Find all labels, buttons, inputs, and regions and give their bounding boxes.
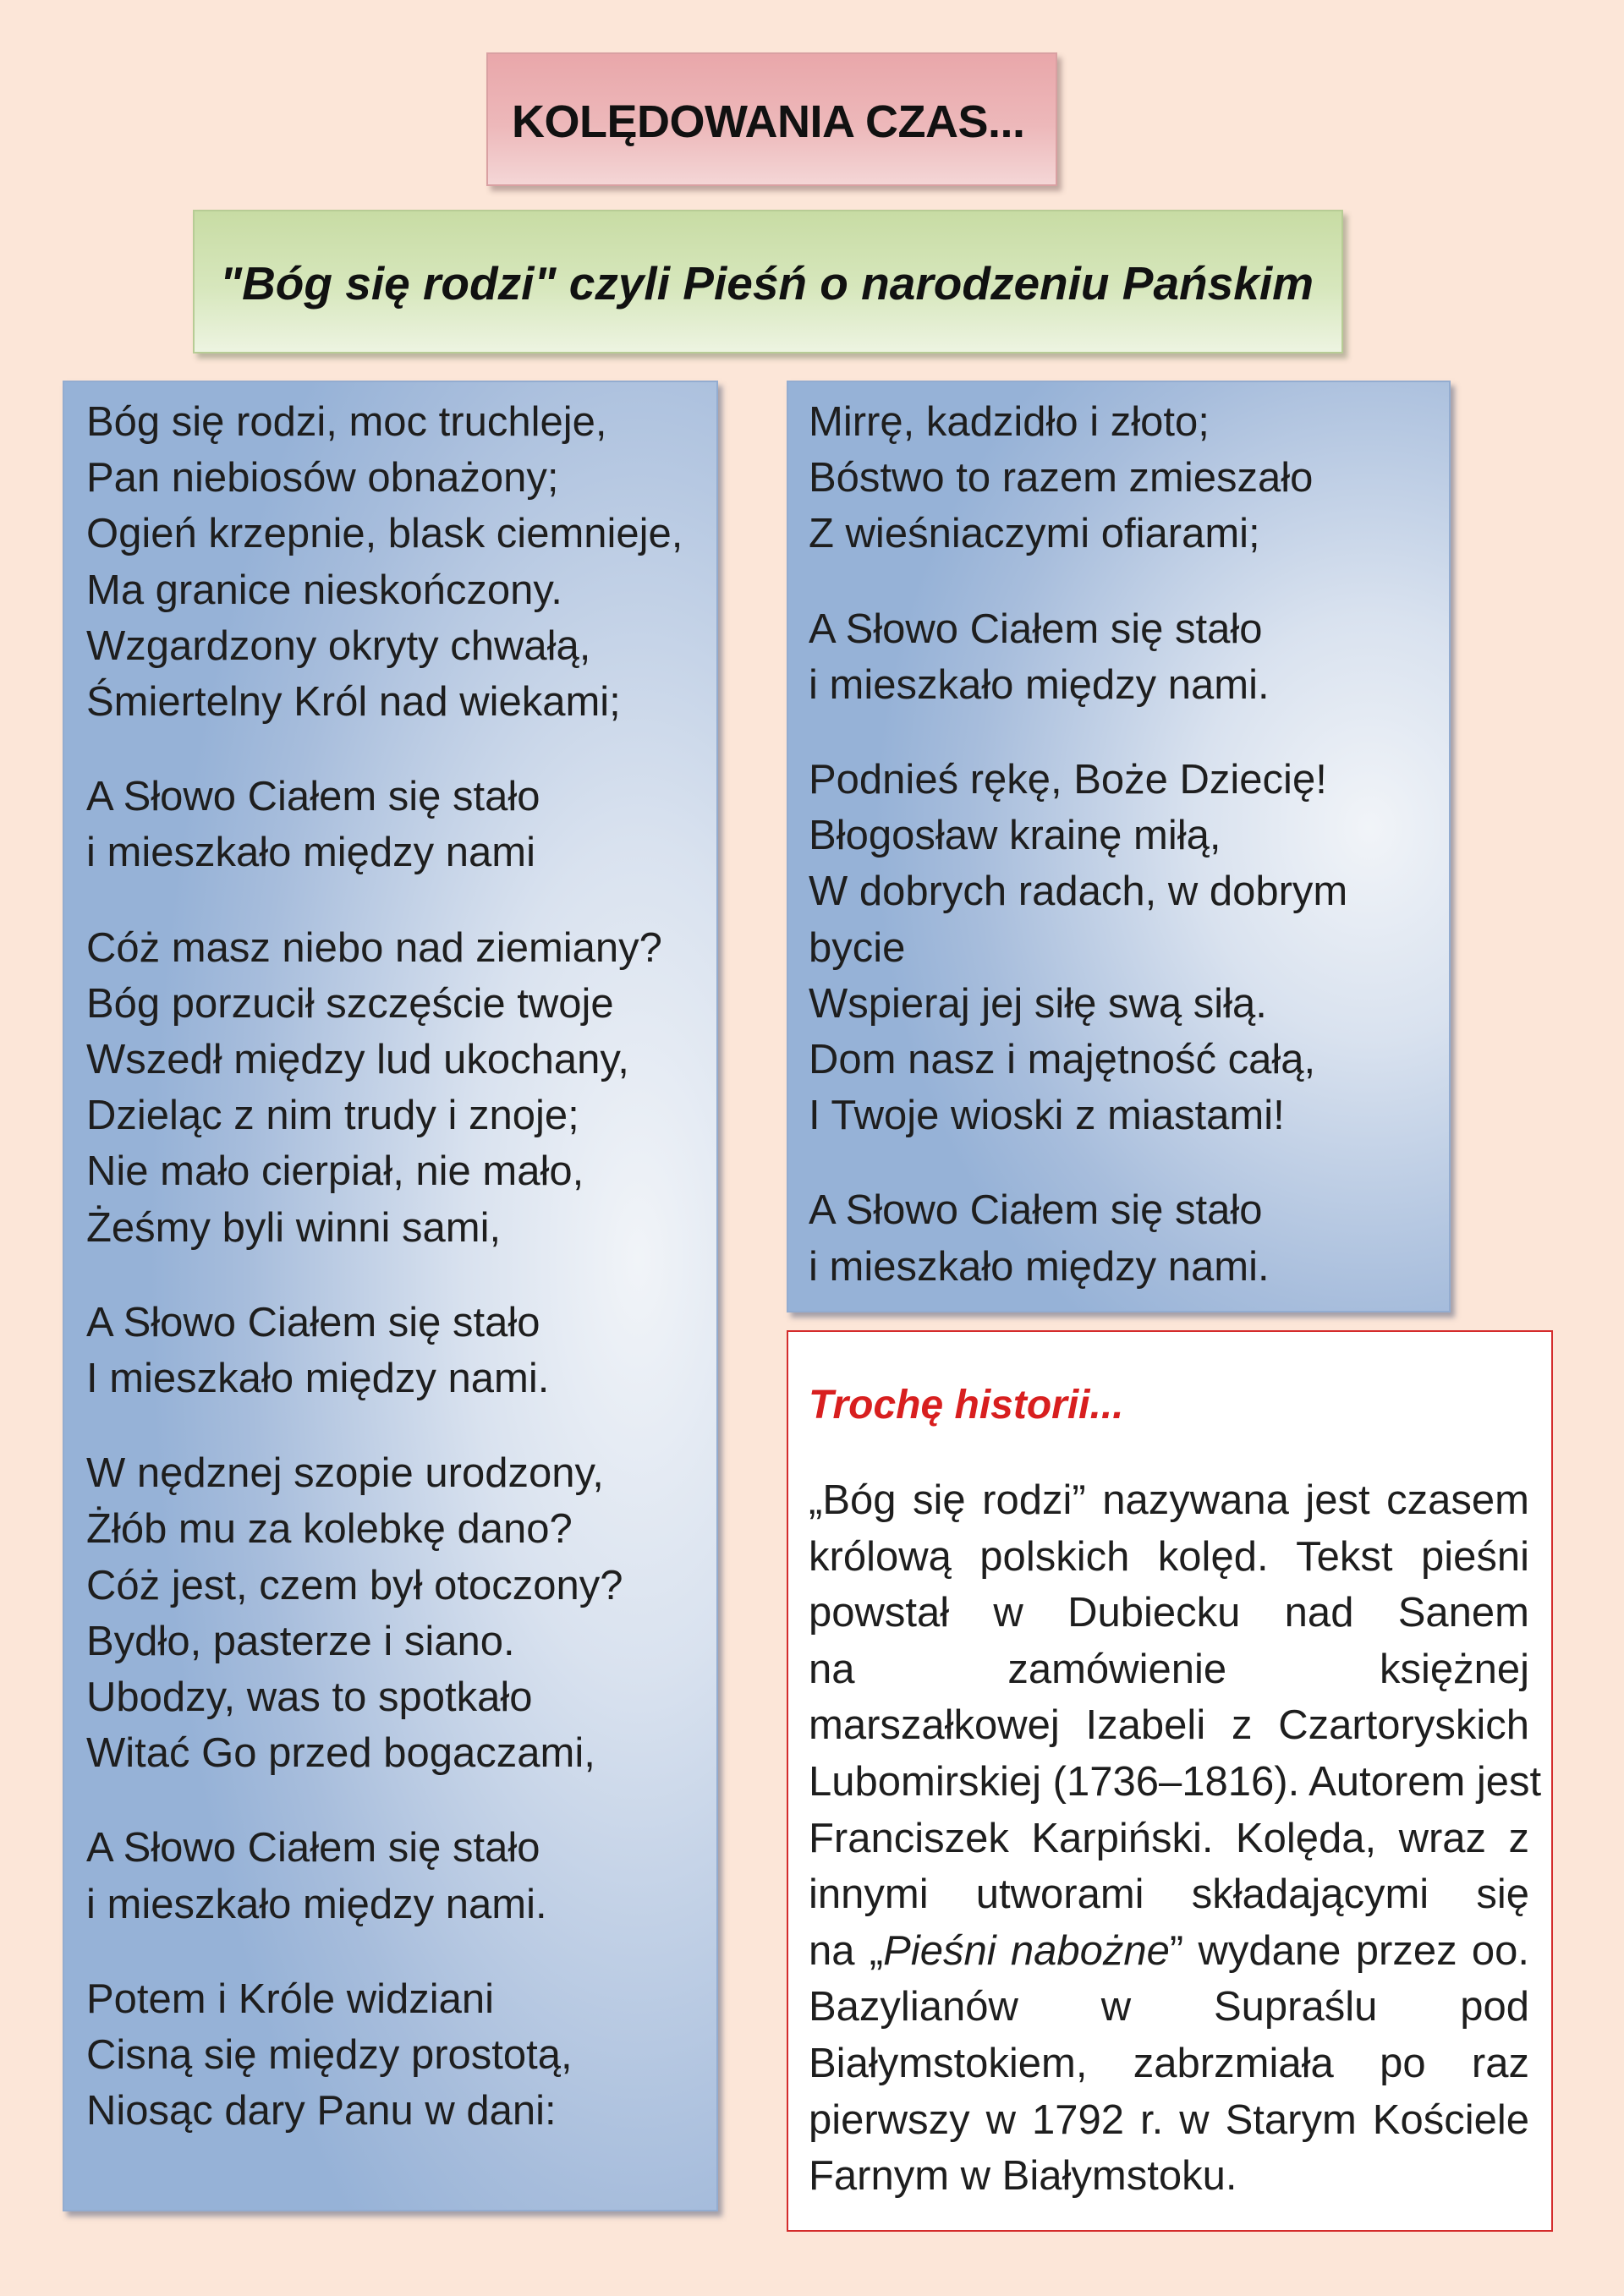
verse-line: Niosąc dary Panu w dani: (86, 2088, 557, 2134)
title-banner (486, 52, 1057, 186)
history-line: Farnym w Białymstoku. (809, 2153, 1237, 2200)
verse-line: A Słowo Ciałem się stało (86, 774, 540, 820)
stanza (809, 601, 1449, 713)
history-line: powstał w Dubiecku nad Sanem (809, 1590, 1529, 1636)
verse-line: i mieszkało między nami. (809, 661, 1270, 708)
verse-line: Cóż masz niebo nad ziemiany? (86, 924, 662, 971)
verse-line: I mieszkało między nami. (86, 1356, 550, 1402)
page-title: KOLĘDOWANIA CZAS... (512, 96, 1025, 147)
history-line: Bazylianów w Supraślu pod (809, 1984, 1529, 2030)
stanza (86, 394, 716, 730)
verse-line: Żeśmy byli winni sami, (86, 1204, 502, 1251)
verse-line: Bydło, pasterze i siano. (86, 1618, 515, 1664)
stanza (809, 752, 1449, 1143)
verse-line: i mieszkało między nami. (809, 1243, 1270, 1290)
verse-line: Nie mało cierpiał, nie mało, (86, 1148, 584, 1195)
verse-line: Pan niebiosów obnażony; (86, 455, 559, 501)
verse-line: i mieszkało między nami (86, 830, 535, 876)
verse-line: Wspieraj jej siłę swą siłą. (809, 980, 1267, 1027)
verse-line: I Twoje wioski z miastami! (809, 1093, 1285, 1139)
verse-line: Wzgardzony okryty chwałą, (86, 622, 591, 669)
history-panel (787, 1330, 1553, 2232)
verse-line: Cóż jest, czem był otoczony? (86, 1562, 623, 1608)
stanza (86, 920, 716, 1256)
verse-line: Potem i Króle widziani (86, 1975, 495, 2022)
stanza (86, 1445, 716, 1781)
verse-line: Wszedł między lud ukochany, (86, 1037, 629, 1083)
verse-line: Bóstwo to razem zmieszało (809, 455, 1314, 501)
history-line: Białymstokiem, zabrzmiała po raz (809, 2040, 1529, 2086)
stanza (86, 1820, 716, 1932)
verse-line: W nędznej szopie urodzony, (86, 1450, 604, 1497)
verse-line: A Słowo Ciałem się stało (86, 1825, 540, 1871)
verse-panel-left (63, 381, 718, 2211)
history-line: na „Pieśni nabożne” wydane przez oo. (809, 1927, 1529, 1974)
history-line: „Bóg się rodzi” nazywana jest czasem (809, 1477, 1529, 1523)
page-subtitle: "Bóg się rodzi" czyli Pieśń o narodzeniu Pańskim (220, 257, 1314, 310)
verse-line: Żłób mu za kolebkę dano? (86, 1506, 573, 1553)
history-line: marszałkowej Izabeli z Czartoryskich (809, 1702, 1529, 1749)
history-line: królową polskich kolęd. Tekst pieśni (809, 1533, 1529, 1580)
verse-line: Dom nasz i majętność całą, (809, 1037, 1316, 1083)
verse-line: Witać Go przed bogaczami, (86, 1730, 595, 1777)
verse-line: Bóg porzucił szczęście twoje (86, 980, 614, 1027)
history-text (809, 1472, 1542, 2205)
verse-line: A Słowo Ciałem się stało (86, 1299, 540, 1345)
verse-line: W dobrych radach, w dobrym (809, 869, 1348, 915)
history-line: pierwszy w 1792 r. w Starym Kościele (809, 2096, 1529, 2143)
verse-line: Cisną się między prostotą, (86, 2032, 573, 2079)
history-line: innymi utworami składającymi się (809, 1871, 1529, 1918)
verse-line: Dzieląc z nim trudy i znoje; (86, 1093, 579, 1139)
verse-line: A Słowo Ciałem się stało (809, 1187, 1263, 1234)
verse-line: Błogosław krainę miłą, (809, 813, 1221, 859)
stanza (86, 1295, 716, 1406)
stanza (809, 1182, 1449, 1294)
history-title: Trochę historii... (809, 1383, 1124, 1427)
history-line: na zamówienie księżnej (809, 1646, 1529, 1692)
verse-line: A Słowo Ciałem się stało (809, 606, 1263, 652)
verse-panel-right (787, 381, 1451, 1312)
verse-line: Ubodzy, was to spotkało (86, 1674, 533, 1721)
verse-line: Ogień krzepnie, blask ciemnieje, (86, 511, 683, 557)
stanza (86, 769, 716, 880)
verse-line: Podnieś rękę, Boże Dziecię! (809, 757, 1327, 803)
verse-line: Bóg się rodzi, moc truchleje, (86, 399, 607, 445)
stanza (86, 1971, 716, 2140)
verse-line: Mirrę, kadzidło i złoto; (809, 399, 1210, 445)
verse-line: Śmiertelny Król nad wiekami; (86, 679, 621, 726)
verse-line: Z wieśniaczymi ofiarami; (809, 511, 1260, 557)
stanza (809, 394, 1449, 562)
verse-line: bycie (809, 924, 906, 971)
history-line: Franciszek Karpiński. Kolęda, wraz z (809, 1815, 1529, 1861)
subtitle-banner (193, 210, 1343, 353)
history-line: Lubomirskiej (1736–1816). Autorem jest (809, 1758, 1542, 1805)
verse-line: i mieszkało między nami. (86, 1881, 547, 1927)
verse-line: Ma granice nieskończony. (86, 567, 562, 613)
